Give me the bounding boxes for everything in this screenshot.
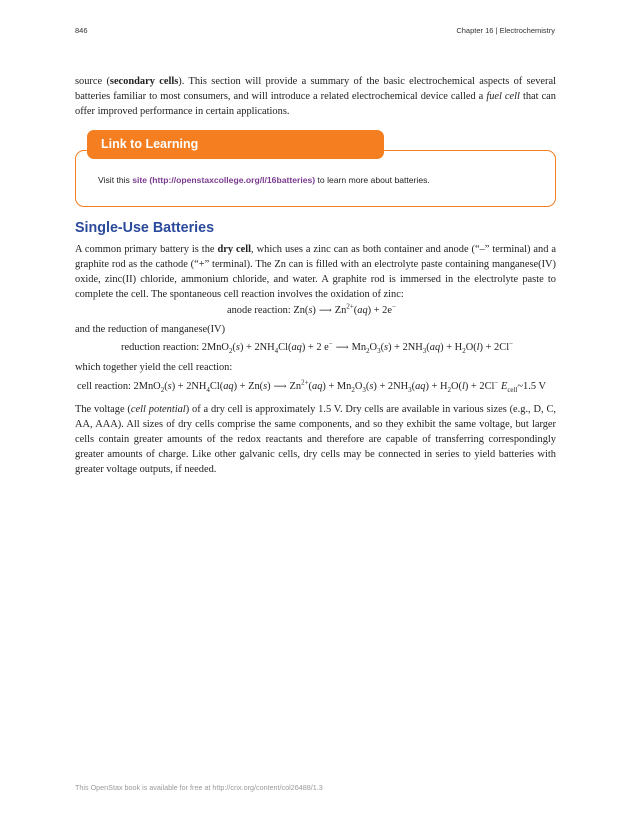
page-number: 846	[75, 26, 88, 35]
eq-charge: 2+	[346, 302, 354, 311]
reaction-arrow: ⟶	[273, 382, 287, 392]
p1-bold-term: dry cell	[217, 244, 252, 255]
eq-part: )	[267, 381, 271, 392]
reaction-arrow: ⟶	[335, 343, 349, 353]
eq-part: Cl(	[278, 342, 292, 353]
eq-state: l	[476, 342, 480, 353]
eq-sub: 2	[447, 386, 451, 395]
eq-part: O(	[465, 342, 477, 353]
section-heading: Single-Use Batteries	[75, 220, 215, 236]
eq-sub: 2	[462, 347, 466, 356]
eq-charge: −	[328, 339, 333, 348]
eq-part: )	[367, 305, 372, 316]
p1-prefix: A common primary battery is the	[75, 244, 218, 255]
anode-reaction-equation	[227, 302, 396, 316]
eq-part: (	[353, 305, 358, 316]
p4-italic-term: cell potential	[130, 404, 186, 415]
reduction-intro-text: and the reduction of manganese(IV)	[75, 324, 226, 335]
batteries-site-link[interactable]: site (http://openstaxcollege.org/l/16batteries)	[132, 175, 316, 185]
intro-suffix: that can offer improved performance in certain applications.	[75, 91, 556, 117]
eq-charge: −	[509, 339, 514, 348]
cell-voltage: ~1.5 V	[517, 381, 546, 392]
intro-prefix: source (	[75, 76, 110, 87]
reaction-arrow: ⟶	[318, 306, 332, 316]
link-to-learning-title: Link to Learning	[87, 130, 384, 159]
eq-part: O	[369, 342, 378, 353]
eq-charge: −	[494, 378, 499, 387]
intro-bold-term: secondary cells	[109, 76, 179, 87]
eq-part: ) + Zn(	[233, 381, 264, 392]
footer-note: This OpenStax book is available for free at http://cnx.org/content/col26488/1.3	[75, 783, 323, 792]
eq-state: aq	[415, 381, 426, 392]
eq-sub: 2	[351, 386, 355, 395]
eq-sub: 3	[422, 347, 427, 356]
eq-sub: 2	[366, 347, 370, 356]
eq-state: s	[167, 381, 172, 392]
eq-sub: 2	[160, 386, 165, 395]
cell-potential-symbol: E	[500, 381, 508, 392]
eq-part: ) + 2Cl	[464, 381, 495, 392]
cell-reaction-equation	[77, 378, 546, 395]
ll-prefix: Visit this	[98, 175, 133, 185]
eq-part: ) + 2NH	[239, 342, 275, 353]
eq-state: s	[384, 342, 389, 353]
eq-part: Cl(	[209, 381, 224, 392]
eq-part: (	[232, 342, 236, 353]
eq-state: s	[369, 381, 374, 392]
eq-part: (	[164, 381, 168, 392]
eq-part: ) + 2NH	[388, 342, 423, 353]
eq-part: Zn	[334, 305, 347, 316]
eq-part: )	[312, 305, 316, 316]
p4-text: ) of a dry cell is approximately 1.5 V. Dry cells are available in various sizes (e.g., D, C, AA, AAA). All sizes of dry cells comprise the same components, and so they exhibit the same voltage, but larger cells contain greater amounts of the redox reactants and therefore are capable of transferring correspondingly greater amounts of charge. Like other galvanic cells, dry cells may be connected in series to yield batteries with greater voltage outputs, if needed.	[75, 404, 556, 475]
eq-part: ) + 2NH	[373, 381, 409, 392]
eq-part: ) + H	[440, 342, 463, 353]
eq-sub: 2	[228, 347, 233, 356]
eq-sub: 3	[377, 347, 381, 356]
eq-part: (	[365, 381, 370, 392]
eq-part: ) + 2 e	[301, 342, 329, 353]
eq-state: aq	[223, 381, 234, 392]
eq-sub: 4	[206, 386, 210, 395]
chapter-title: Chapter 16 | Electrochemistry	[456, 26, 555, 35]
p4-prefix: The voltage (	[75, 404, 131, 415]
eq-state: aq	[312, 381, 323, 392]
eq-part: ) + H	[425, 381, 448, 392]
reduction-reaction-equation	[121, 339, 514, 356]
eq-state: s	[263, 381, 268, 392]
eq-state: aq	[357, 305, 368, 316]
eq-part: Zn(	[293, 305, 309, 316]
ll-suffix: to learn more about batteries.	[315, 175, 430, 185]
eq-part: ) + Mn	[322, 381, 352, 392]
eq-part: (	[308, 381, 313, 392]
eq-part: Zn	[289, 381, 302, 392]
eq-part: 2MnO	[133, 381, 161, 392]
eq-charge: −	[392, 302, 396, 311]
eq-sub: 3	[362, 386, 366, 395]
eq-sub: cell	[507, 386, 518, 395]
eq-label: reduction reaction:	[121, 342, 202, 353]
intro-paragraph	[75, 74, 556, 119]
eq-state: aq	[429, 342, 441, 353]
eq-sub: 4	[274, 347, 279, 356]
dry-cell-paragraph	[75, 242, 556, 302]
eq-state: l	[461, 381, 465, 392]
eq-part: (	[380, 342, 385, 353]
eq-part: + 2e	[371, 305, 392, 316]
link-to-learning-text	[98, 175, 430, 185]
intro-italic-term: fuel cell	[486, 91, 520, 102]
intro-text: ). This section will provide a summary of the basic electrochemical aspects of several batteries familiar to most consumers, and will introduce a related electrochemical device called a	[75, 76, 556, 102]
cell-reaction-intro-text: which together yield the cell reaction:	[75, 362, 233, 373]
eq-sub: 3	[408, 386, 412, 395]
eq-state: aq	[291, 342, 302, 353]
eq-part: Mn	[351, 342, 367, 353]
eq-part: (	[426, 342, 430, 353]
eq-state: s	[235, 342, 240, 353]
eq-state: s	[308, 305, 313, 316]
eq-part: ) + 2NH	[171, 381, 207, 392]
eq-part: (	[411, 381, 416, 392]
eq-part: O(	[451, 381, 462, 392]
eq-part: ) + 2Cl	[479, 342, 510, 353]
p1-text: , which uses a zinc can as both container and anode (“–” terminal) and a graphite rod as the cathode (“+” terminal). The Zn can is filled with an electrolyte paste containing manganese(IV) oxide, zinc(II) chloride, ammonium chloride, and water. A graphite rod is immersed in the electrolyte paste to complete the cell. The spontaneous cell reaction involves the oxidation of zinc:	[75, 244, 557, 300]
eq-part: 2MnO	[201, 342, 229, 353]
eq-label: cell reaction:	[77, 381, 134, 392]
voltage-paragraph	[75, 402, 556, 477]
eq-charge: 2+	[301, 378, 309, 387]
eq-part: O	[354, 381, 363, 392]
eq-label: anode reaction:	[227, 305, 294, 316]
